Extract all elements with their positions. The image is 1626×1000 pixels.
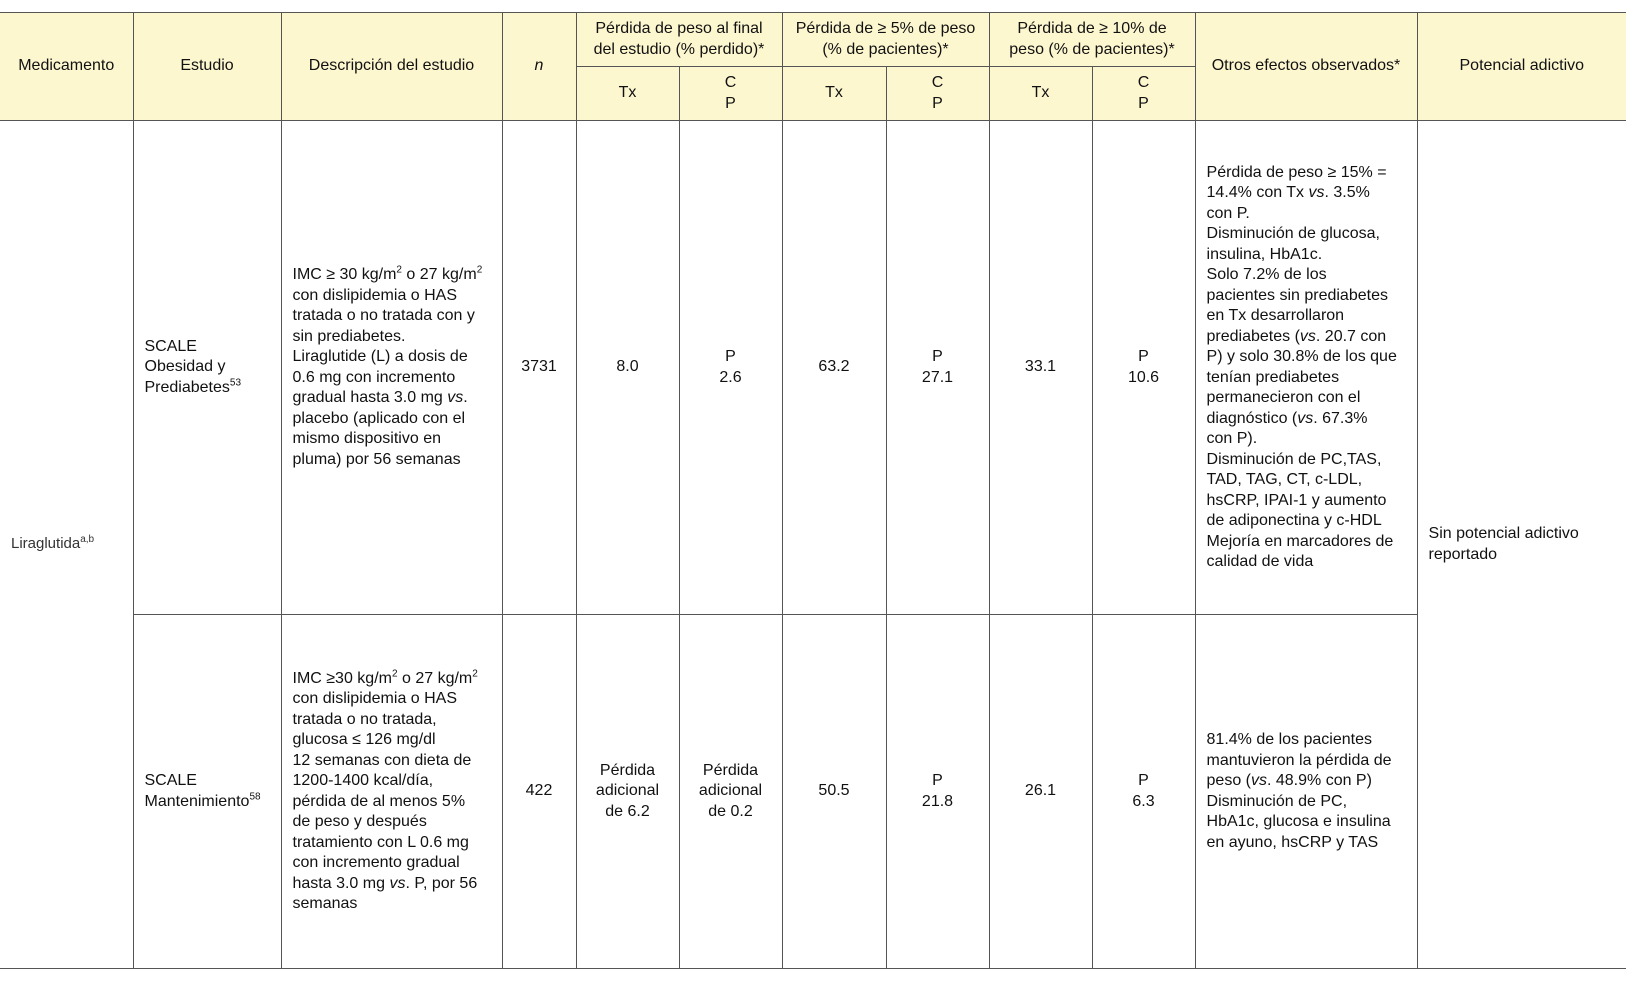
header-perdida-5: Pérdida de ≥ 5% de peso (% de pacientes)* (782, 13, 989, 67)
header-row-1 (0, 13, 1626, 67)
header-cp-10: C P (1092, 67, 1195, 121)
header-adictivo: Potencial adictivo (1417, 13, 1626, 121)
table-row (0, 121, 1626, 615)
cp-5-value: P 21.8 (886, 615, 989, 969)
header-otros: Otros efectos observados* (1195, 13, 1417, 121)
study-name: SCALE Mantenimiento$^{58}$ (133, 615, 281, 969)
header-cp-final: C P (679, 67, 782, 121)
tx-final-value: Pérdida adicional de 6.2 (576, 615, 679, 969)
cp-5-value: P 27.1 (886, 121, 989, 615)
study-name: SCALE Obesidad y Prediabetes$^{53}$ (133, 121, 281, 615)
header-medicamento: Medicamento (0, 13, 133, 121)
header-n: n (502, 13, 576, 121)
drug-name: Liraglutida$^{a,b}$ (0, 121, 133, 969)
header-descripcion: Descripción del estudio (281, 13, 502, 121)
study-description: IMC ≥ 30 $kg/m^2$ o 27 $kg/m^2$ con dislipidemia o HAS tratada o no tratada con y sin prediabetes. Liraglutide (L) a dosis de 0.6 mg con incremento gradual hasta 3.0 mg vs. placebo (aplicado con el mismo dispositivo en pluma) por 56 semanas (281, 121, 502, 615)
sample-size: 422 (502, 615, 576, 969)
tx-final-value: 8.0 (576, 121, 679, 615)
header-perdida-10: Pérdida de ≥ 10% de peso (% de pacientes)* (989, 13, 1195, 67)
cp-final-value: Pérdida adicional de 0.2 (679, 615, 782, 969)
tx-10-value: 26.1 (989, 615, 1092, 969)
cp-10-value: P 10.6 (1092, 121, 1195, 615)
tx-5-value: 63.2 (782, 121, 886, 615)
header-estudio: Estudio (133, 13, 281, 121)
header-cp-5: C P (886, 67, 989, 121)
header-tx-5: Tx (782, 67, 886, 121)
study-description: IMC ≥30 $kg/m^2$ o 27 $kg/m^2$ con dislipidemia o HAS tratada o no tratada, glucosa ≤ 126 mg/dl 12 semanas con dieta de 1200-1400 kcal/día, pérdida de al menos 5% de peso y después tratamiento con L 0.6 mg con incremento gradual hasta 3.0 mg vs. P, por 56 semanas (281, 615, 502, 969)
tx-5-value: 50.5 (782, 615, 886, 969)
table-row (0, 615, 1626, 969)
addictive-potential: Sin potencial adictivo reportado (1417, 121, 1626, 969)
tx-10-value: 33.1 (989, 121, 1092, 615)
cp-final-value: P 2.6 (679, 121, 782, 615)
obesity-drug-table (0, 12, 1626, 969)
header-tx-final: Tx (576, 67, 679, 121)
header-tx-10: Tx (989, 67, 1092, 121)
cp-10-value: P 6.3 (1092, 615, 1195, 969)
header-perdida-final: Pérdida de peso al final del estudio (% perdido)* (576, 13, 782, 67)
sample-size: 3731 (502, 121, 576, 615)
other-effects: Pérdida de peso ≥ 15% = 14.4% con Tx vs. 3.5% con P. Disminución de glucosa, insulina, HbA1c. Solo 7.2% de los pacientes sin prediabetes en Tx desarrollaron prediabetes (vs. 20.7 con P) y solo 30.8% de los que tenían prediabetes permanecieron con el diagnóstico (vs. 67.3% con P). Disminución de PC,TAS, TAD, TAG, CT, c-LDL, hsCRP, IPAI-1 y aumento de adiponectina y c-HDL Mejoría en marcadores de calidad de vida (1195, 121, 1417, 615)
other-effects: 81.4% de los pacientes mantuvieron la pérdida de peso (vs. 48.9% con P) Disminución de PC, HbA1c, glucosa e insulina en ayuno, hsCRP y TAS (1195, 615, 1417, 969)
